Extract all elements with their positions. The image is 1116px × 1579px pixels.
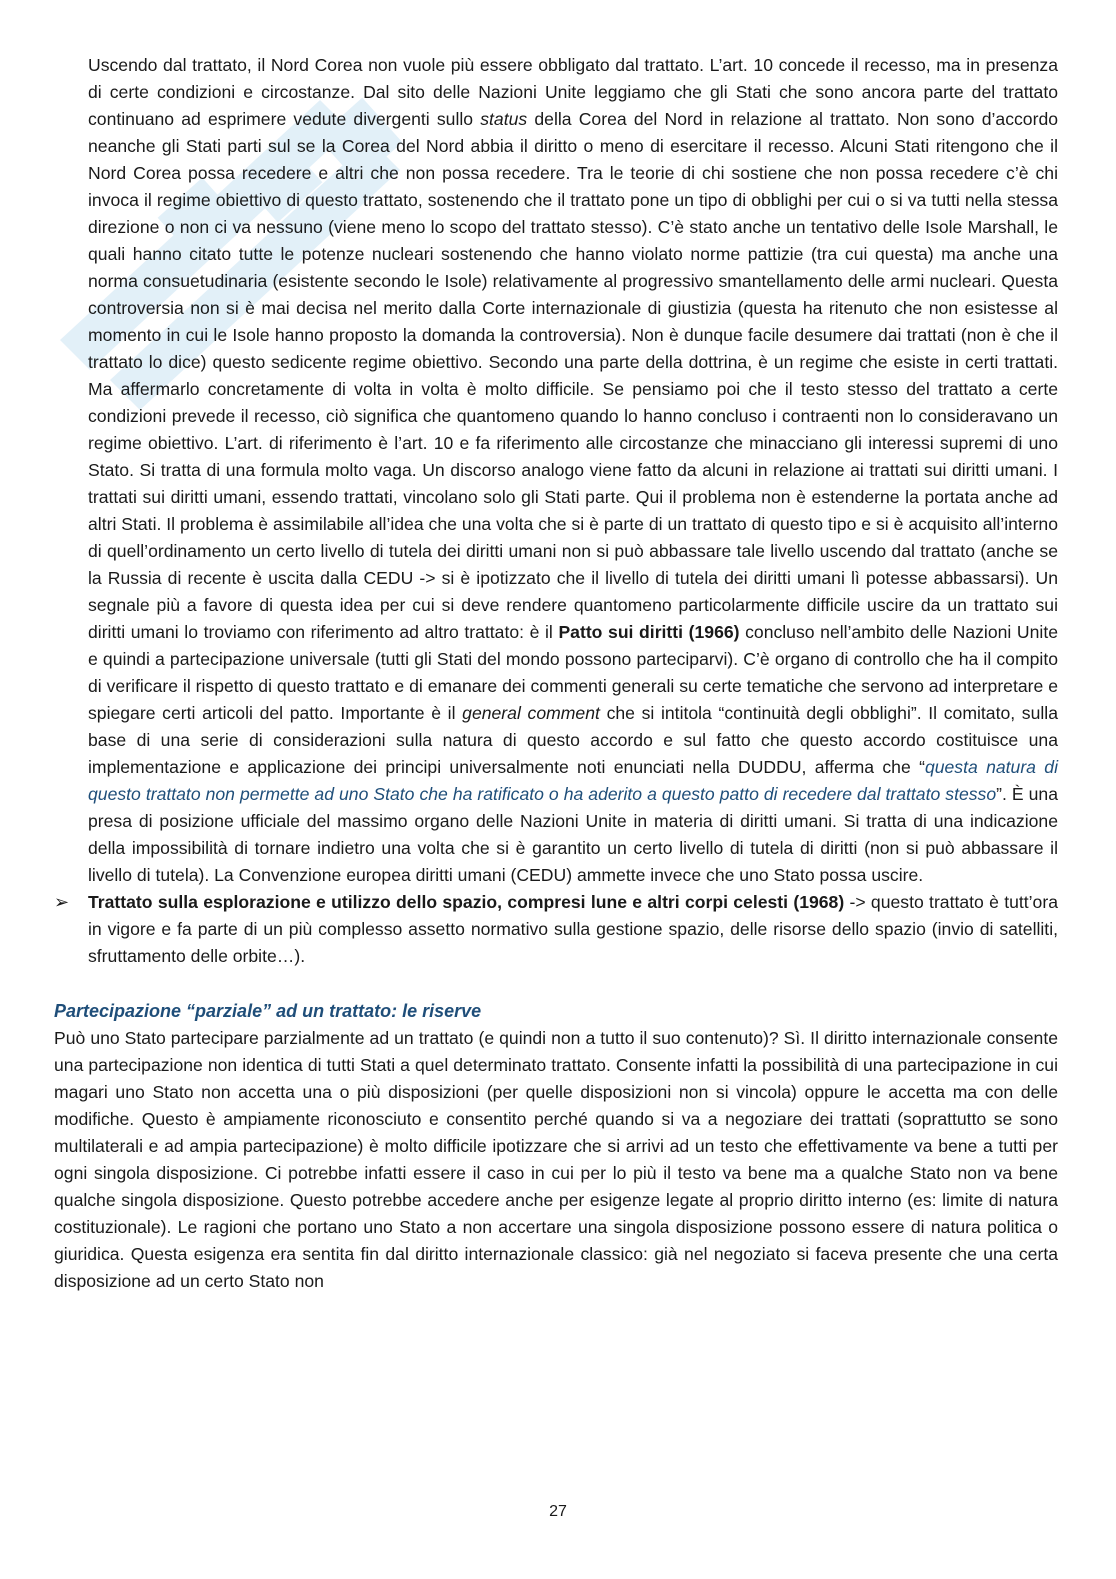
text-run: della Corea del Nord in relazione al trattato. Non sono d’accordo neanche gli Stati parti sul se la Corea del Nord abbia il diritto o meno di esercitare il recesso. Alcuni Stati ritengono che il Nord Corea possa recedere e altri che non possa recedere. Tra le teorie di chi sostiene che non possa recedere c’è chi invoca il regime obiettivo di questo trattato, sostenendo che il trattato pone un tipo di obblighi per cui o si va tutti nella stessa direzione o non ci va nessuno (viene meno lo scopo del trattato stesso). C’è stato anche un tentativo delle Isole Marshall, le quali hanno citato tutte le potenze nucleari sostenendo che hanno violato norme pattizie (tra cui questa) ma anche una norma consuetudinaria (esistente secondo le Isole) relativamente al progressivo smantellamento delle armi nucleari. Questa controversia non si è mai decisa nel merito dalla Corte internazionale di giustizia (questa ha ritenuto che non esistesse al momento in cui le Isole hanno proposto la domanda la controversia). Non è dunque facile desumere dai trattati (non è che il trattato lo dice) questo sedicente regime obiettivo. Secondo una parte della dottrina, è un regime che esiste in certi trattati. Ma affermarlo concretamente di volta in volta è molto difficile. Se pensiamo poi che il testo stesso del trattato a certe condizioni prevede il recesso, ciò significa che quantomeno quando lo hanno concluso i contraenti non lo consideravano un regime obiettivo. L’art. di riferimento è l’art. 10 e fa riferimento alle circostanze che minacciano gli interessi supremi di uno Stato. Si tratta di una formula molto vaga. Un discorso analogo viene fatto da alcuni in relazione ai trattati sui diritti umani. I trattati sui diritti umani, essendo trattati, vincolano solo gli Stati parte. Qui il problema non è estenderne la portata anche ad altri Stati. Il problema è assimilabile all’idea che una volta che si è parte di un trattato di questo tipo e si è acquisito all’interno di quell’ordinamento un certo livello di tutela dei diritti umani non si può abbassare tale livello uscendo dal trattato (anche se la Russia di recente è uscita dalla CEDU -> si è ipotizzato che il livello di tutela dei diritti umani lì potesse abbassarsi). Un segnale più a favore di questa idea per cui si deve rendere quantomeno particolarmente difficile uscire da un trattato sui diritti umani lo troviamo con riferimento ad altro trattato: è il [88, 109, 1059, 642]
section-heading: Partecipazione “parziale” ad un trattato: le riserve [54, 1001, 482, 1021]
bullet-title: Trattato sulla esplorazione e utilizzo dello spazio, compresi lune e altri corpi celesti (1968) [88, 892, 845, 912]
italic-term: general comment [462, 703, 600, 723]
italic-term: status [480, 109, 528, 129]
text-run: che si intitola “continuità degli obblighi”. Il comitato, sulla base di una serie di considerazioni sulla natura di questo accordo e sul fatto che questo accordo costituisce una implementazione e applicazione dei principi universalmente noti enunciati nella DUDDU, afferma che “ [88, 703, 1058, 777]
document-page [54, 52, 1058, 1295]
text-run: concluso nell’ambito delle Nazioni Unite e quindi a partecipazione universale (tutti gli Stati del mondo possono parteciparvi). C’è organo di controllo che ha il compito di verificare il rispetto di questo trattato e di emanare dei commenti generali su certe tematiche che servono ad interpretare e spiegare certi articoli del patto. Importante è il [88, 622, 1058, 723]
arrow-bullet-icon: ➢ [54, 892, 70, 912]
bullet-item [54, 889, 1058, 970]
bold-term: Patto sui diritti (1966) [558, 622, 740, 642]
text-run: Uscendo dal trattato, il Nord Corea non vuole più essere obbligato dal trattato. L’art. 10 concede il recesso, ma in presenza di certe condizioni e circostanze. Dal sito delle Nazioni Unite leggiamo che gli Stati che sono ancora parte del trattato continuano ad esprimere vedute divergenti sullo [88, 55, 1058, 129]
page-number: 27 [549, 1503, 567, 1520]
body-paragraph [88, 52, 1058, 889]
bullet-text: -> questo trattato è tutt’ora in vigore e fa parte di un più complesso assetto normativo sulla gestione spazio, delle risorse dello spazio (invio di satelliti, sfruttamento delle orbite…). [88, 892, 1058, 966]
section-paragraph: Può uno Stato partecipare parzialmente ad un trattato (e quindi non a tutto il suo contenuto)? Sì. Il diritto internazionale consente una partecipazione non identica di tutti Stati a quel determinato trattato. Consente infatti la possibilità di una partecipazione in cui magari uno Stato non accetta una o più disposizioni (per quelle disposizioni non si vincola) oppure le accetta ma con delle modifiche. Questo è ampiamente riconosciuto e consentito perché quando si va a negoziare dei trattati (soprattutto se sono multilaterali e ad ampia partecipazione) è molto difficile ipotizzare che si arrivi ad un testo che effettivamente va bene a tutti per ogni singola disposizione. Ci potrebbe infatti essere il caso in cui per lo più il testo va bene ma a qualche Stato non va bene qualche singola disposizione. Questo potrebbe accedere anche per esigenze legate al proprio diritto interno (es: limite di natura costituzionale). Le ragioni che portano uno Stato a non accertare una singola disposizione possono essere di natura politica o giuridica. Questa esigenza era sentita fin dal diritto internazionale classico: già nel negoziato si faceva presente che una certa disposizione ad un certo Stato non [54, 1028, 1058, 1291]
quoted-statement: questa natura di questo trattato non permette ad uno Stato che ha ratificato o ha aderito a questo patto di recedere dal trattato stesso [88, 757, 1058, 804]
text-run: ”. È una presa di posizione ufficiale del massimo organo delle Nazioni Unite in materia di diritti umani. Si tratta di una indicazione della impossibilità di tornare indietro una volta che si è garantito un certo livello di tutela di diritti (non si può abbassare il livello di tutela). La Convenzione europea diritti umani (CEDU) ammette invece che uno Stato possa uscire. [88, 784, 1058, 885]
